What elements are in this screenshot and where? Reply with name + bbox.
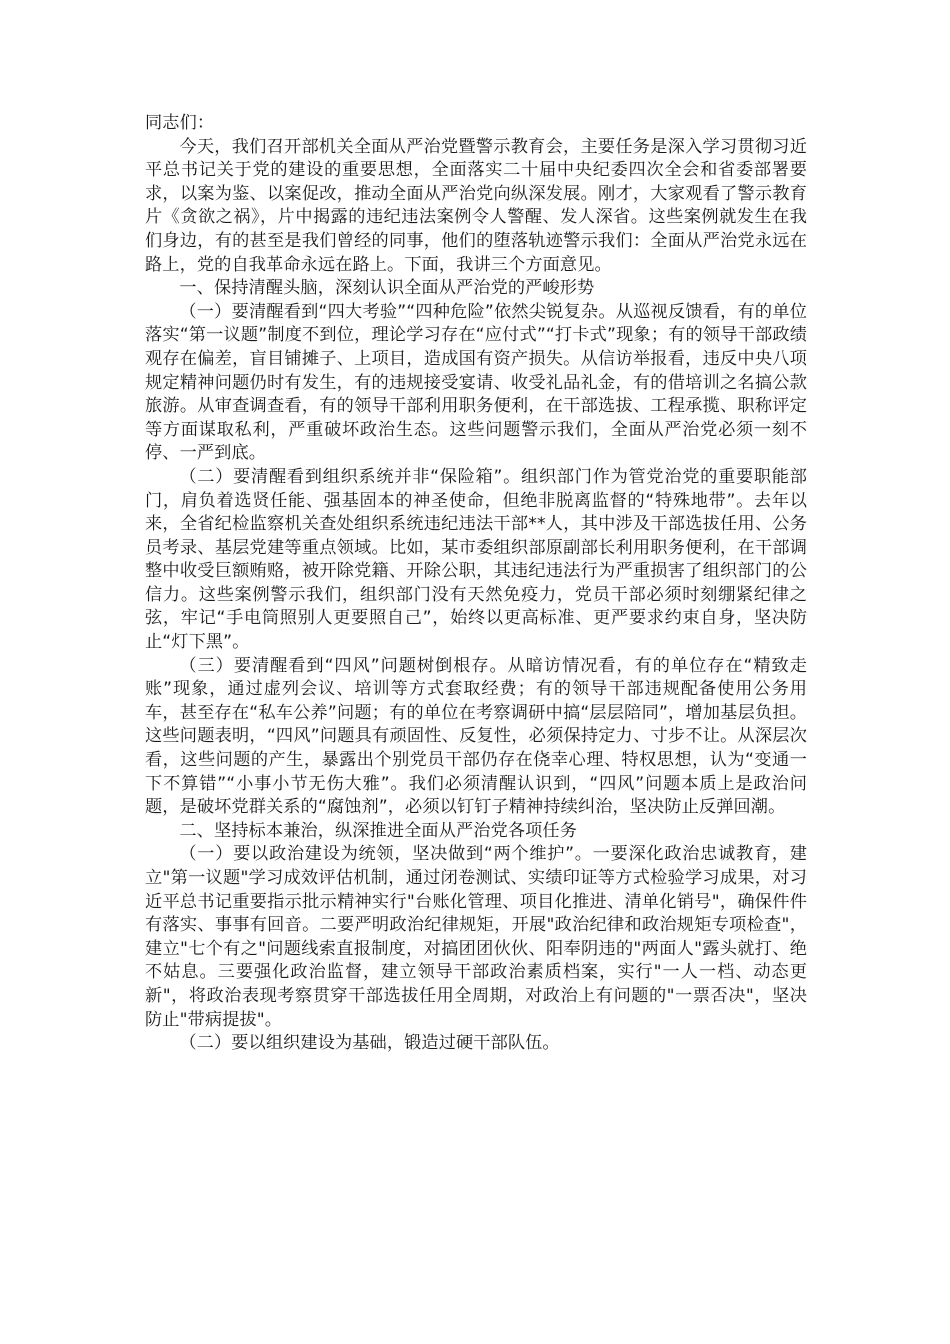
salutation: 同志们： bbox=[145, 113, 215, 133]
section-heading-2: 二、坚持标本兼治，纵深推进全面从严治党各项任务 bbox=[179, 820, 578, 841]
document-body bbox=[145, 112, 807, 1056]
subsection-1-3: （三）要清醒看到“四风”问题树倒根存。从暗访情况看，有的单位存在“精致走账”现象，通过虚列会议、培训等方式套取经费；有的领导干部违规配备使用公务用车，甚至存在“私车公养”问题；有的单位在考察调研中搞“层层陪同”，增加基层负担。这些问题表明，“四风”问题具有顽固性、反复性，必须保持定力、寸步不让。从深层次看，这些问题的产生，暴露出个别党员干部仍存在侥幸心理、特权思想，认为“变通一下不算错”“小事小节无伤大雅”。我们必须清醒认识到，“四风”问题本质上是政治问题，是破坏党群关系的“腐蚀剂”，必须以钉钉子精神持续纠治，坚决防止反弹回潮。 bbox=[145, 655, 807, 818]
subsection-1-2: （二）要清醒看到组织系统并非“保险箱”。组织部门作为管党治党的重要职能部门，肩负着选贤任能、强基固本的神圣使命，但绝非脱离监督的“特殊地带”。去年以来，全省纪检监察机关查处组织系统违纪违法干部**人，其中涉及干部选拔任用、公务员考录、基层党建等重点领域。比如，某市委组织部原副部长利用职务便利，在干部调整中收受巨额贿赂，被开除党籍、开除公职，其违纪违法行为严重损害了组织部门的公信力。这些案例警示我们，组织部门没有天然免疫力，党员干部必须时刻绷紧纪律之弦，牢记“手电筒照别人更要照自己”，始终以更高标准、更严要求约束自身，坚决防止“灯下黑”。 bbox=[145, 466, 807, 653]
subsection-2-2: （二）要以组织建设为基础，锻造过硬干部队伍。 bbox=[179, 1033, 560, 1054]
subsection-2-1: （一）要以政治建设为统领，坚决做到“两个维护”。一要深化政治忠诚教育，建立"第一议题"学习成效评估机制，通过闭卷测试、实绩印证等方式检验学习成果，对习近平总书记重要指示批示精神实行"台账化管理、项目化推进、清单化销号"，确保件件有落实、事事有回音。二要严明政治纪律规矩，开展"政治纪律和政治规矩专项检查"，建立"七个有之"问题线索直报制度，对搞团团伙伙、阳奉阴违的"两面人"露头就打、绝不姑息。三要强化政治监督，建立领导干部政治素质档案，实行"一人一档、动态更新"，将政治表现考察贯穿干部选拔任用全周期，对政治上有问题的"一票否决"，坚决防止"带病提拔"。 bbox=[145, 844, 807, 1030]
intro-paragraph: 今天，我们召开部机关全面从严治党暨警示教育会，主要任务是深入学习贯彻习近平总书记关于党的建设的重要思想，全面落实二十届中央纪委四次全会和省委部署要求，以案为鉴、以案促改，推动全面从严治党向纵深发展。刚才，大家观看了警示教育片《贪欲之祸》，片中揭露的违纪违法案例令人警醒、发人深省。这些案例就发生在我们身边，有的甚至是我们曾经的同事，他们的堕落轨迹警示我们：全面从严治党永远在路上，党的自我革命永远在路上。下面，我讲三个方面意见。 bbox=[145, 136, 807, 275]
subsection-1-1: （一）要清醒看到“四大考验”“四种危险”依然尖锐复杂。从巡视反馈看，有的单位落实“第一议题”制度不到位，理论学习存在“应付式”“打卡式”现象；有的领导干部政绩观存在偏差，盲目铺摊子、上项目，造成国有资产损失。从信访举报看，违反中央八项规定精神问题仍时有发生，有的违规接受宴请、收受礼品礼金，有的借培训之名搞公款旅游。从审查调查看，有的领导干部利用职务便利，在干部选拔、工程承揽、职称评定等方面谋取私利，严重破坏政治生态。这些问题警示我们，全面从严治党必须一刻不停、一严到底。 bbox=[145, 301, 807, 464]
section-heading-1: 一、保持清醒头脑，深刻认识全面从严治党的严峻形势 bbox=[179, 278, 595, 299]
